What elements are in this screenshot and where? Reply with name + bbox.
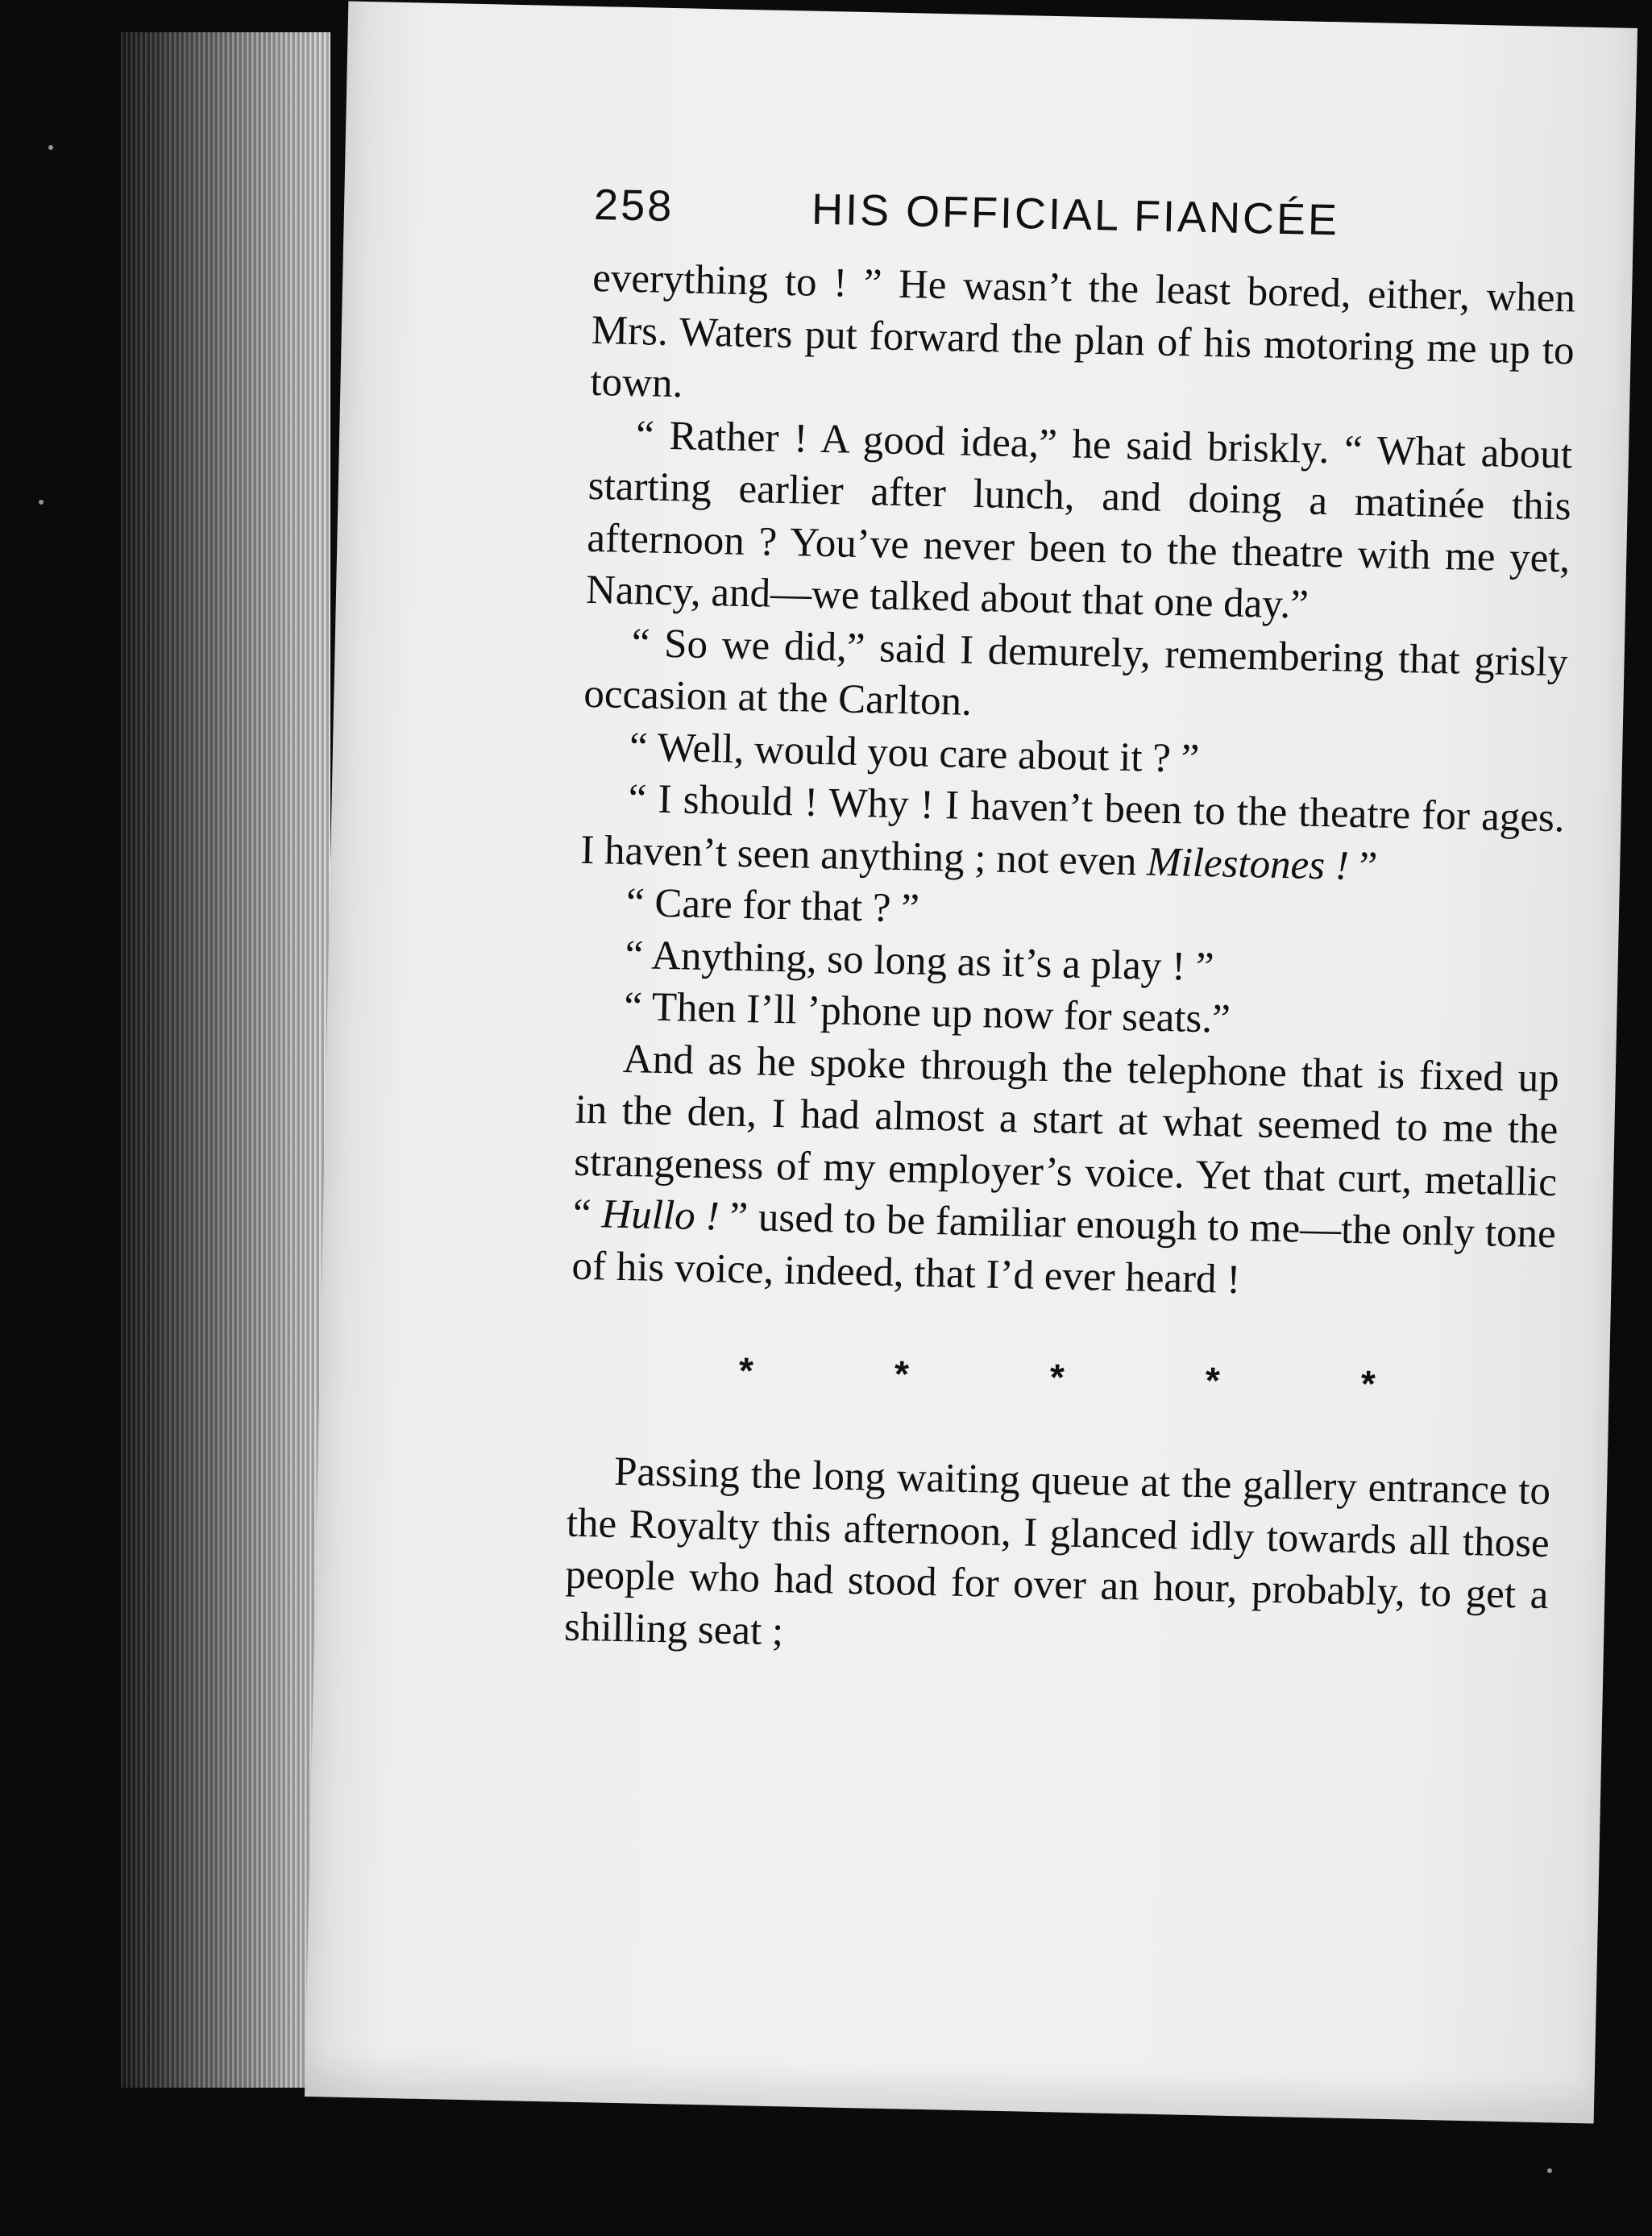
page-number: 258 [593, 180, 674, 231]
hullo-italic: Hullo ! [600, 1191, 720, 1240]
play-title-italic: Milestones ! [1146, 839, 1350, 889]
book-page-edges [121, 32, 330, 2088]
paragraph-5-close: ” [1348, 843, 1378, 890]
paragraph-5 [580, 772, 1565, 897]
paragraph-6: “ Care for that ? ” [625, 880, 920, 932]
section-break-star: * [1205, 1359, 1221, 1402]
running-head [594, 180, 1578, 251]
paragraph-2: “ Rather ! A good idea,” he said briskly. “ What about starting earlier after lunch, and doing a matinée this afternoon ? You’ve never been to the theatre with me yet, Nancy, and—we talked about that one day.” [585, 412, 1573, 628]
section-break-star: * [738, 1349, 754, 1392]
paragraph-4: “ Well, would you care about it ? ” [629, 724, 1200, 782]
paragraph-1: everything to ! ” He wasn’t the least bored, either, when Mrs. Waters put forward the plan of his motoring me up to town. [589, 255, 1576, 407]
page-sheet [305, 2, 1637, 2124]
paragraph-10: Passing the long waiting queue at the gallery entrance to the Royalty this afternoon, I glanced idly towards all those people who had stood for over an hour, probably, to get a shilling seat ; [563, 1448, 1551, 1654]
running-title: HIS OFFICIAL FIANCÉE [811, 185, 1340, 245]
scan-speck [1547, 2168, 1552, 2173]
paragraph-5-text: “ I should ! Why ! I haven’t been to the theatre for ages. I haven’t seen anything ; not even [579, 776, 1566, 885]
paragraph-8: “ Then I’ll ’phone up now for seats.” [623, 983, 1231, 1042]
section-break [738, 1334, 1376, 1420]
section-break-star: * [1049, 1356, 1065, 1399]
paragraph-9-end: ” used to be familiar enough to me—the only tone of his voice, indeed, that I’d ever heard ! [571, 1194, 1557, 1303]
paragraph-7: “ Anything, so long as it’s a play ! ” [625, 932, 1215, 990]
section-break-star: * [1360, 1362, 1376, 1405]
scan-speck [39, 500, 44, 505]
scan-speck [48, 145, 53, 150]
paragraph-9 [571, 1032, 1559, 1312]
section-break-star: * [894, 1353, 910, 1395]
page-content [564, 180, 1578, 1673]
paragraph-3: “ So we did,” said I demurely, remembering that grisly occasion at the Carlton. [583, 620, 1569, 725]
paragraph-9-text: And as he spoke through the telephone that is fixed up in the den, I had almost a start at what seemed to me the strangeness of my employer’s voice. Yet that curt, metallic “ [572, 1036, 1560, 1237]
